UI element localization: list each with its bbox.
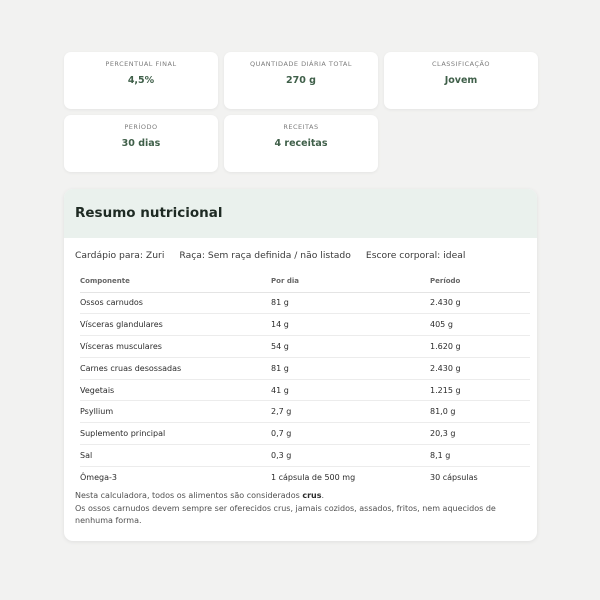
cell-component: Psyllium <box>80 401 271 423</box>
column-header-per-day: Por dia <box>271 270 430 292</box>
card-classificacao <box>384 52 538 109</box>
table-row <box>80 336 530 358</box>
summary-cards <box>64 52 537 172</box>
cell-per-day: 1 cápsula de 500 mg <box>271 473 356 483</box>
table-row <box>80 423 530 445</box>
pet-info <box>75 250 526 261</box>
note-emphasis: crus <box>302 491 322 501</box>
card-periodo <box>64 115 218 172</box>
cell-component: Vegetais <box>80 379 271 401</box>
note-raw-foods <box>75 490 526 503</box>
table-row <box>80 466 530 488</box>
cell-component: Vísceras musculares <box>80 336 271 358</box>
card-value: 4,5% <box>127 75 155 86</box>
panel-body <box>64 250 537 528</box>
notes <box>75 490 526 528</box>
table-row <box>80 445 530 467</box>
table-row <box>80 379 530 401</box>
cell-component: Carnes cruas desossadas <box>80 357 271 379</box>
cell-component: Vísceras glandulares <box>80 314 271 336</box>
table-row <box>80 314 530 336</box>
cell-per-day: 2,7 g <box>271 401 430 423</box>
cell-per-day: 81 g <box>271 357 430 379</box>
card-value: 4 receitas <box>274 138 328 149</box>
cell-per-day: 0,3 g <box>271 445 430 467</box>
nutrition-table <box>80 270 530 488</box>
cell-period: 20,3 g <box>430 423 530 445</box>
cell-per-day: 54 g <box>271 336 430 358</box>
card-quantidade-diaria <box>224 52 378 109</box>
cell-period: 1.215 g <box>430 379 530 401</box>
card-label: RECEITAS <box>283 123 319 131</box>
card-label: CLASSIFICAÇÃO <box>432 60 490 68</box>
cell-period: 2.430 g <box>430 357 530 379</box>
cell-component: Ômega-3 <box>80 473 117 483</box>
card-value: Jovem <box>444 75 478 86</box>
nutrition-summary-panel <box>64 189 537 541</box>
column-header-component: Componente <box>80 270 271 292</box>
card-receitas <box>224 115 378 172</box>
panel-title: Resumo nutricional <box>75 205 223 221</box>
cell-period: 30 cápsulas <box>430 473 478 483</box>
body-score-text: Escore corporal: ideal <box>365 250 466 261</box>
table-row <box>80 292 530 314</box>
cell-period: 81,0 g <box>430 401 530 423</box>
cell-period: 1.620 g <box>430 336 530 358</box>
cell-per-day: 0,7 g <box>271 423 430 445</box>
note-bones: Os ossos carnudos devem sempre ser oferecidos crus, jamais cozidos, assados, fritos, nem aquecidos de nenhuma forma. <box>75 503 496 526</box>
cell-component: Suplemento principal <box>80 423 271 445</box>
note-text: Nesta calculadora, todos os alimentos são considerados <box>75 491 303 501</box>
cell-component: Sal <box>80 445 271 467</box>
cell-period: 405 g <box>430 314 530 336</box>
table-row <box>80 401 530 423</box>
table-header-row <box>80 270 530 292</box>
card-percentual-final <box>64 52 218 109</box>
card-value: 270 g <box>286 75 316 86</box>
table-row <box>80 357 530 379</box>
cell-period: 2.430 g <box>430 292 530 314</box>
cell-period: 8,1 g <box>430 445 530 467</box>
cell-per-day: 81 g <box>271 292 430 314</box>
menu-for-text: Cardápio para: Zuri <box>75 250 165 261</box>
note-text: . <box>321 491 325 501</box>
card-value: 30 dias <box>121 138 161 149</box>
panel-header <box>64 189 537 238</box>
cell-component: Ossos carnudos <box>80 292 271 314</box>
cell-per-day: 41 g <box>271 379 430 401</box>
card-label: PERCENTUAL FINAL <box>105 60 177 68</box>
card-label: PERÍODO <box>124 123 158 131</box>
breed-text: Raça: Sem raça definida / não listado <box>179 250 351 261</box>
cell-per-day: 14 g <box>271 314 430 336</box>
column-header-period: Período <box>430 270 530 292</box>
card-label: QUANTIDADE DIÁRIA TOTAL <box>249 60 353 68</box>
